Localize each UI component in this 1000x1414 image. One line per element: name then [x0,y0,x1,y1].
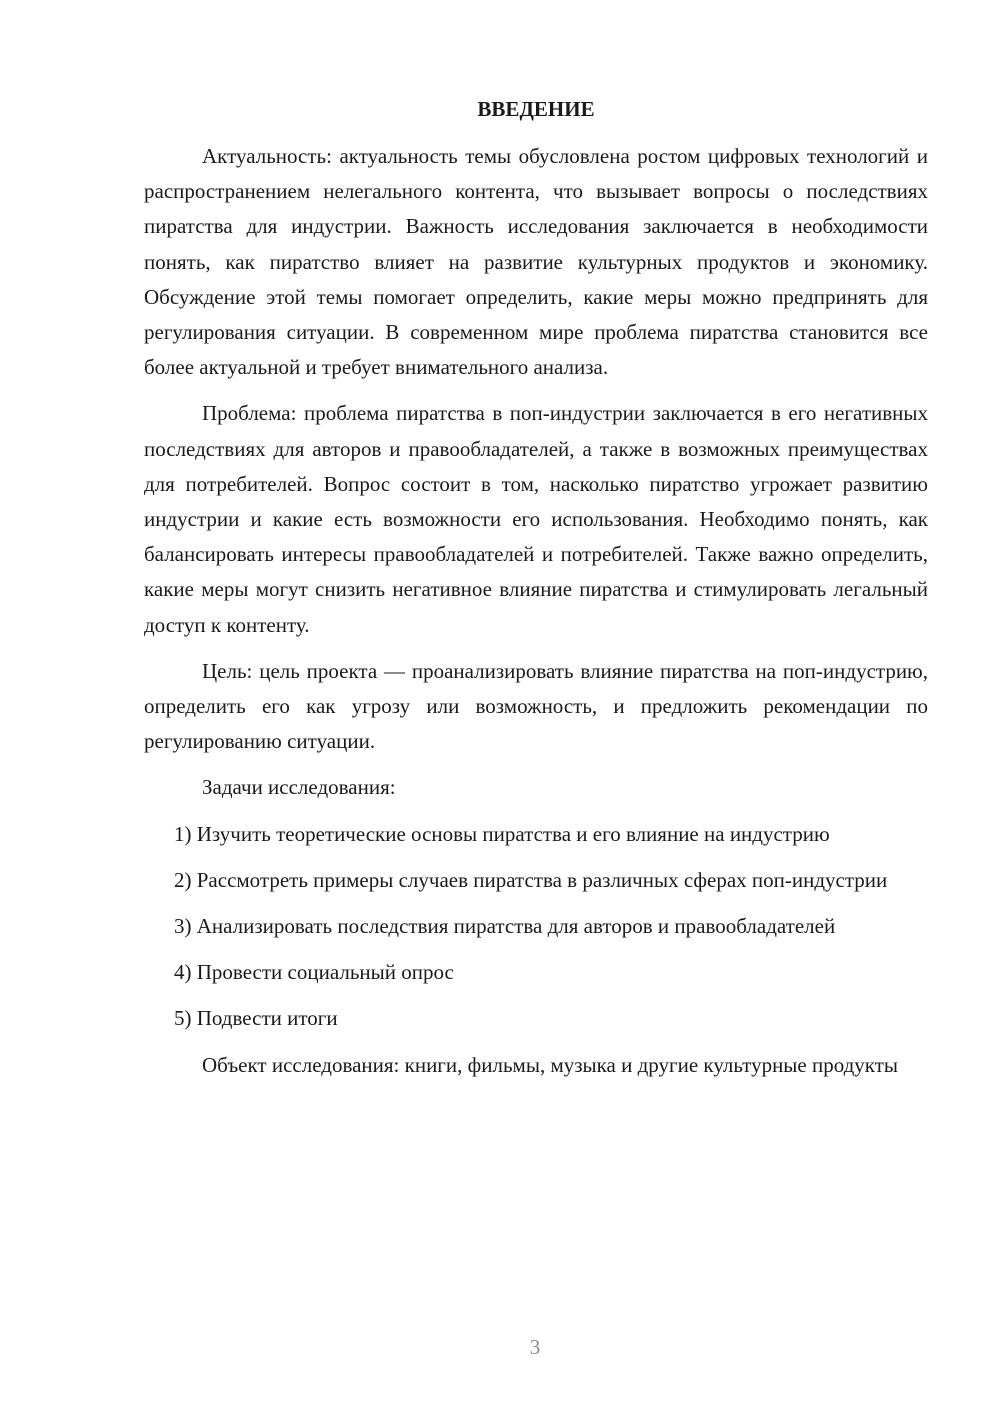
task-item-1: 1) Изучить теоретические основы пиратства и его влияние на индустрию [174,821,830,846]
task-item-4: 4) Провести социальный опрос [174,960,454,985]
goal-paragraph: Цель: цель проекта — проанализировать влияние пиратства на поп-индустрию, определить его как угрозу или возможность, и предложить рекомендации по регулированию ситуации. [144,658,928,754]
problem-paragraph: Проблема: проблема пиратства в поп-индустрии заключается в его негативных последствиях для авторов и правообладателей, а также в возможных преимуществах для потребителей. Вопрос состоит в том, насколько пиратство угрожает развитию индустрии и какие есть возможности его использования. Необходимо понять, как балансировать интересы правообладателей и потребителей. Также важно определить, какие меры могут снизить негативное влияние пиратства и стимулировать легальный доступ к контенту. [144,401,928,637]
task-item-3: 3) Анализировать последствия пиратства для авторов и правообладателей [174,914,836,939]
object-paragraph: Объект исследования: книги, фильмы, музыка и другие культурные продукты [202,1052,899,1077]
document-page [144,92,928,1083]
tasks-heading: Задачи исследования: [202,775,396,800]
task-item-5: 5) Подвести итоги [174,1006,338,1031]
page-title: ВВЕДЕНИЕ [477,97,595,121]
task-item-2: 2) Рассмотреть примеры случаев пиратства в различных сферах поп-индустрии [174,867,888,892]
page-number: 3 [529,1335,541,1359]
relevance-paragraph: Актуальность: актуальность темы обусловлена ростом цифровых технологий и распространением нелегального контента, что вызывает вопросы о последствиях пиратства для индустрии. Важность исследования заключается в необходимости понять, как пиратство влияет на развитие культурных продуктов и экономику. Обсуждение этой темы помогает определить, какие меры можно предпринять для регулирования ситуации. В современном мире проблема пиратства становится все более актуальной и требует внимательного анализа. [144,144,928,380]
